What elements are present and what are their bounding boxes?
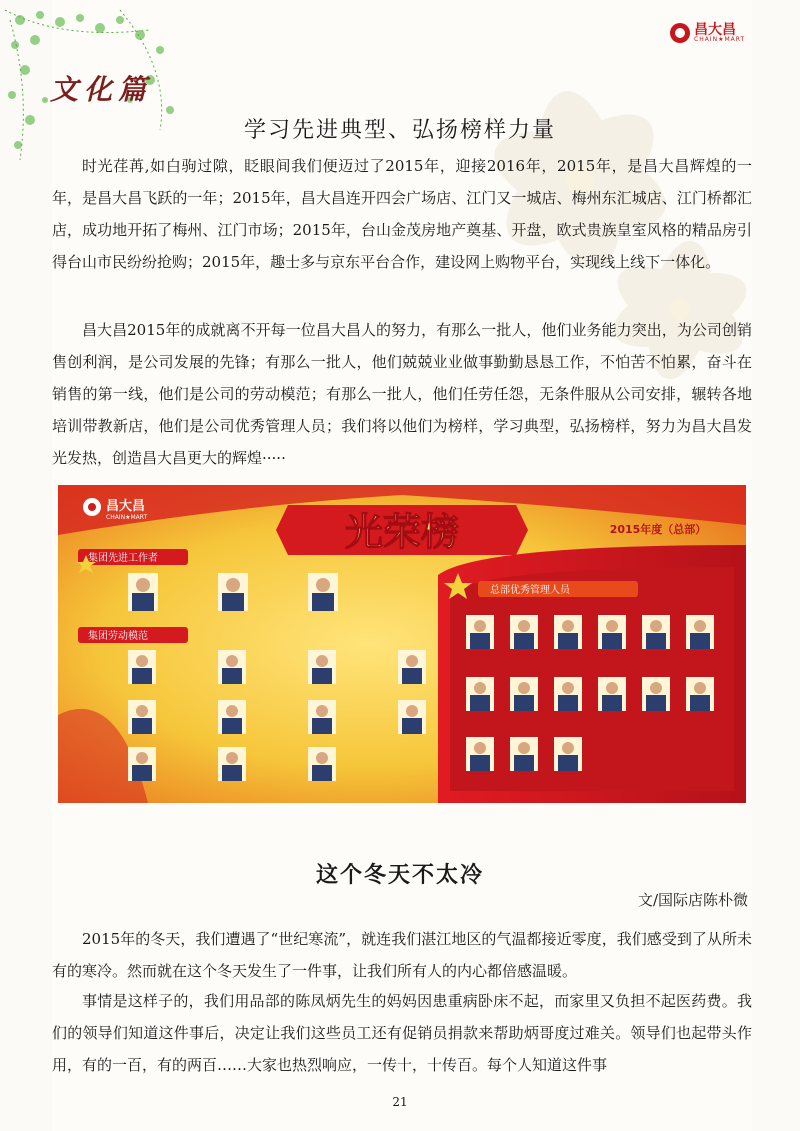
section-tag: 文化篇 (50, 73, 153, 106)
portrait (598, 615, 626, 649)
logo-en: CHAIN★MART (694, 36, 746, 43)
page-number: 21 (392, 1095, 408, 1109)
portrait (128, 573, 158, 611)
portrait (308, 747, 336, 781)
portrait (218, 573, 248, 611)
portrait (686, 615, 714, 649)
portrait (308, 650, 336, 684)
article-byline: 文/国际店陈朴微 (637, 891, 748, 909)
portrait (218, 700, 246, 734)
portrait (554, 615, 582, 649)
portrait (308, 700, 336, 734)
banner-year: 2015年度（总部） (609, 523, 707, 536)
portrait (466, 615, 494, 649)
article-title: 这个冬天不太冷 (315, 863, 484, 888)
portrait (398, 650, 426, 684)
logo-cn: 昌大昌 (694, 22, 736, 38)
logo-icon (670, 23, 690, 43)
article-paragraph: 事情是这样子的，我们用品部的陈凤炳先生的妈妈因患重病卧床不起，而家里又负担不起医药费。我们的领导们知道这件事后，决定让我们这些员工还有促销员捐款来帮助炳哥度过难关。领导们也起带头作用，有的一百，有的两百……大家也热烈响应，一传十，十传百。每个人知道这件事 (52, 992, 752, 1074)
portrait (218, 747, 246, 781)
portrait (466, 737, 494, 771)
section-label-advanced: 集团先进工作者 (88, 553, 158, 564)
portrait (642, 615, 670, 649)
portrait (510, 677, 538, 711)
honor-roll-banner (58, 485, 746, 803)
portrait (510, 615, 538, 649)
article-paragraph: 昌大昌2015年的成就离不开每一位昌大昌人的努力，有那么一批人，他们业务能力突出，为公司创销售创利润，是公司发展的先锋；有那么一批人，他们兢兢业业做事勤勤恳恳工作，不怕苦不怕累，奋斗在销售的第一线，他们是公司的劳动模范；有那么一批人，他们任劳任怨，无条件服从公司安排，辗转各地培训带教新店，他们是公司优秀管理人员；我们将以他们为榜样，学习典型，弘扬榜样，努力为昌大昌发光发热，创造昌大昌更大的辉煌····· (52, 321, 752, 467)
portrait (466, 677, 494, 711)
section-label-managers: 总部优秀管理人员 (490, 585, 570, 596)
portrait (686, 677, 714, 711)
brand-logo (670, 20, 760, 46)
portrait (128, 747, 156, 781)
portrait (398, 700, 426, 734)
portrait (128, 700, 156, 734)
portrait (642, 677, 670, 711)
portrait (554, 737, 582, 771)
article-title: 学习先进典型、弘扬榜样力量 (243, 118, 556, 143)
portrait (308, 573, 338, 611)
banner-logo-en: CHAIN★MART (106, 514, 148, 521)
portrait (598, 677, 626, 711)
article-paragraph: 时光荏苒,如白驹过隙，眨眼间我们便迈过了2015年，迎接2016年，2015年，是昌大昌辉煌的一年，是昌大昌飞跃的一年；2015年，昌大昌连开四会广场店、江门又一城店、梅州东汇城店、江门桥都汇店，成功地开拓了梅州、江门市场；2015年，台山金茂房地产奠基、开盘，欧式贵族皇室风格的精品房引得台山市民纷纷抢购；2015年，趣士多与京东平台合作，建设网上购物平台，实现线上线下一体化。 (52, 157, 752, 271)
portrait (510, 737, 538, 771)
portrait (128, 650, 156, 684)
article-paragraph: 2015年的冬天，我们遭遇了“世纪寒流”，就连我们湛江地区的气温都接近零度，我们感受到了从所未有的寒冷。然而就在这个冬天发生了一件事，让我们所有人的内心都倍感温暖。 (52, 930, 752, 980)
banner-logo-cn: 昌大昌 (106, 499, 146, 514)
section-label-model: 集团劳动模范 (88, 631, 148, 642)
banner-title: 光荣榜 (344, 510, 460, 554)
portrait (554, 677, 582, 711)
portrait (218, 650, 246, 684)
